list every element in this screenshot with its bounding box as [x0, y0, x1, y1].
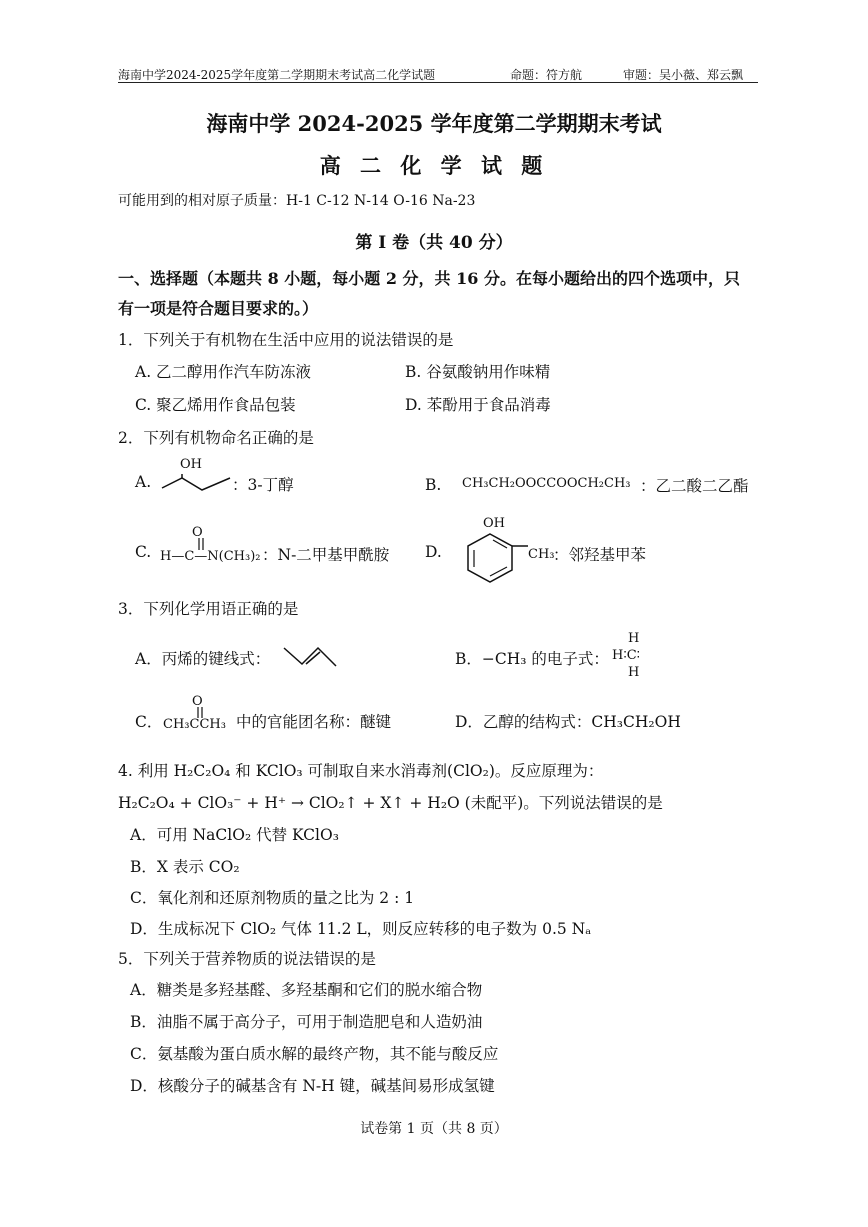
- q2-option-d-name: ：邻羟基甲苯: [553, 546, 647, 564]
- q1-option-d: D. 苯酚用于食品消毒: [405, 396, 551, 414]
- q2-option-c-label: C.: [135, 543, 152, 561]
- q2-c-formula: H—C—N(CH₃)₂: [160, 549, 261, 564]
- q1-option-b: B. 谷氨酸钠用作味精: [405, 363, 551, 381]
- q2-a-oh: OH: [180, 457, 202, 472]
- q2-stem: 2．下列有机物命名正确的是: [118, 429, 314, 447]
- q2-option-b-label: B.: [425, 476, 442, 494]
- q2-option-b-formula: CH₃CH₂OOCCOOCH₂CH₃: [462, 476, 631, 491]
- q3-option-c-label: C．: [135, 713, 163, 731]
- q3-option-b: B．−CH₃ 的电子式：: [455, 650, 609, 668]
- q2-option-d-label: D.: [425, 543, 442, 561]
- page-header: [118, 66, 758, 83]
- q5-option-d: D．核酸分子的碱基含有 N-H 键，碱基间易形成氢键: [130, 1077, 495, 1095]
- exam-subtitle: 高 二 化 学 试 题: [319, 153, 549, 178]
- q4-option-c: C．氧化剂和还原剂物质的量之比为 2 : 1: [130, 889, 415, 907]
- q3-b-electron-formula: H∶C∶: [612, 648, 641, 663]
- header-exam-name: 海南中学2024-2025学年度第二学期期末考试高二化学试题: [118, 68, 436, 82]
- q1-option-c: C. 聚乙烯用作食品包装: [135, 396, 296, 414]
- atomic-masses: 可能用到的相对原子质量：H-1 C-12 N-14 O-16 Na-23: [118, 193, 476, 209]
- q4-option-d: D．生成标况下 ClO₂ 气体 11.2 L，则反应转移的电子数为 0.5 Nₐ: [130, 920, 592, 938]
- q5-option-b: B．油脂不属于高分子，可用于制造肥皂和人造奶油: [130, 1013, 483, 1031]
- q3-option-c-text: 中的官能团名称：醚键: [236, 713, 392, 731]
- q2-a-skeletal-structure: [160, 474, 235, 500]
- q3-stem: 3．下列化学用语正确的是: [118, 600, 299, 618]
- q4-option-a: A．可用 NaClO₂ 代替 KClO₃: [130, 826, 339, 844]
- q1-stem: 1．下列关于有机物在生活中应用的说法错误的是: [118, 331, 454, 349]
- q3-option-a: A．丙烯的键线式：: [135, 650, 271, 668]
- q5-option-c: C．氨基酸为蛋白质水解的最终产物，其不能与酸反应: [130, 1045, 499, 1063]
- part1-instructions-line1: 一、选择题（本题共 8 小题，每小题 2 分，共 16 分。在每小题给出的四个选项中，只: [118, 269, 740, 288]
- q2-option-a-name: ：3-丁醇: [232, 476, 294, 494]
- q5-option-a: A．糖类是多羟基醛、多羟基酮和它们的脱水缩合物: [130, 981, 483, 999]
- header-author: 命题：符方航: [510, 68, 583, 82]
- exam-title: 海南中学 2024-2025 学年度第二学期期末考试: [206, 111, 662, 136]
- part1-instructions-line2: 有一项是符合题目要求的。）: [118, 299, 319, 318]
- q2-d-benzene-ring: [460, 530, 530, 586]
- section-title: 第 I 卷（共 40 分）: [355, 233, 513, 253]
- q2-option-c-name: ：N-二甲基甲酰胺: [262, 546, 390, 564]
- q5-stem: 5．下列关于营养物质的说法错误的是: [118, 950, 376, 968]
- q2-option-a-label: A.: [135, 473, 152, 491]
- q4-equation: H₂C₂O₄ + ClO₃⁻ + H⁺ → ClO₂↑ + X↑ + H₂O (未配平)。下列说法错误的是: [118, 794, 663, 812]
- q3-option-d: D．乙醇的结构式：CH₃CH₂OH: [455, 713, 681, 731]
- q3-b-h-top: H: [628, 631, 640, 646]
- q3-a-skeletal-structure: [282, 644, 338, 670]
- q4-stem: 4. 利用 H₂C₂O₄ 和 KClO₃ 可制取自来水消毒剂(ClO₂)。反应原理为：: [118, 762, 604, 780]
- page-footer: 试卷第 1 页（共 8 页）: [360, 1121, 508, 1137]
- q2-c-oxygen: O: [192, 525, 203, 540]
- q3-b-h-bottom: H: [628, 665, 640, 680]
- q1-option-a: A. 乙二醇用作汽车防冻液: [135, 363, 312, 381]
- q4-option-b: B．X 表示 CO₂: [130, 858, 240, 876]
- q3-c-oxygen: O: [192, 694, 203, 709]
- q2-d-ch3: CH₃: [528, 547, 555, 562]
- q2-d-oh: OH: [483, 516, 505, 531]
- q3-c-formula: CH₃CCH₃: [163, 717, 226, 732]
- header-reviewers: 审题：吴小薇、郑云飘: [623, 68, 744, 82]
- q2-option-b-name: ：乙二酸二乙酯: [640, 477, 749, 495]
